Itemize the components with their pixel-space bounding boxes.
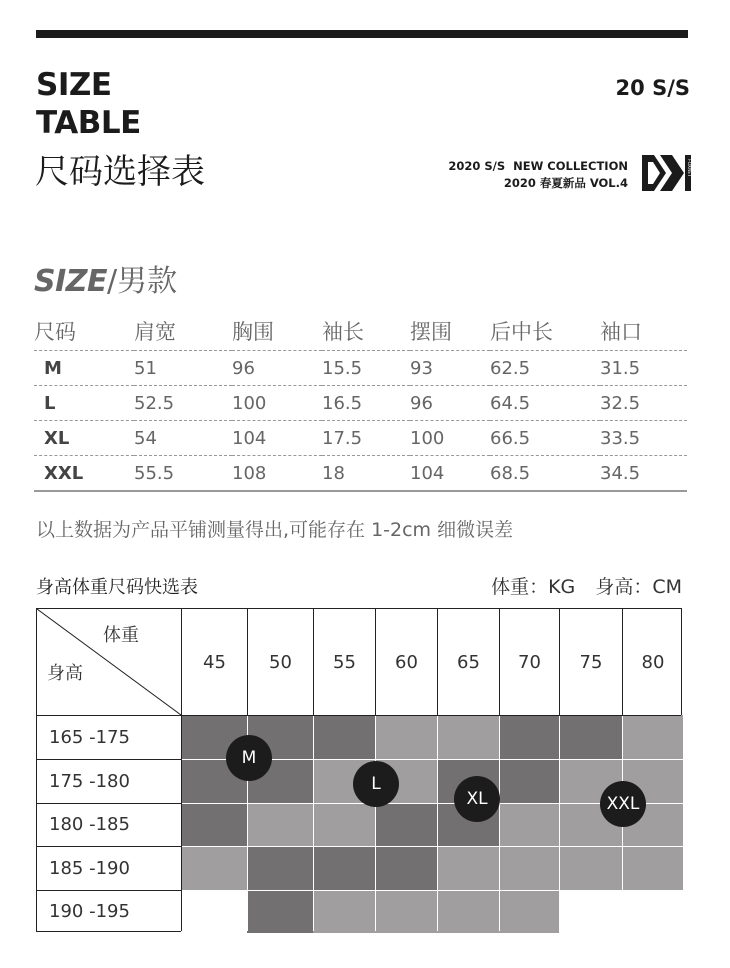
grid-cell bbox=[313, 890, 375, 933]
grid-cell bbox=[437, 715, 499, 759]
table-cell: 68.5 bbox=[490, 456, 600, 492]
column-header: 摆围 bbox=[410, 312, 490, 351]
table-row bbox=[34, 351, 687, 386]
grid-cell bbox=[437, 846, 499, 890]
weight-header-65: 65 bbox=[437, 609, 499, 715]
weight-header-55: 55 bbox=[313, 609, 375, 715]
table-cell: 96 bbox=[410, 386, 490, 421]
height-label: 180 -185 bbox=[49, 814, 130, 835]
column-header: 袖口 bbox=[600, 312, 687, 351]
label-column-border bbox=[181, 609, 182, 931]
grid-cell bbox=[499, 890, 559, 933]
table-cell: 66.5 bbox=[490, 421, 600, 456]
table-cell: 34.5 bbox=[600, 456, 687, 492]
table-cell: 33.5 bbox=[600, 421, 687, 456]
page-title bbox=[36, 66, 141, 142]
size-section-heading bbox=[34, 256, 177, 300]
column-separator bbox=[437, 715, 438, 931]
table-cell: 108 bbox=[232, 456, 322, 492]
column-separator bbox=[499, 715, 500, 931]
column-header: 肩宽 bbox=[134, 312, 232, 351]
grid-cell bbox=[622, 846, 683, 890]
table-cell: 16.5 bbox=[322, 386, 410, 421]
quick-select-title: 身高体重尺码快选表 bbox=[36, 577, 198, 598]
grid-cell bbox=[437, 890, 499, 933]
collection-line1: 2020 S/S NEW COLLECTION bbox=[448, 159, 628, 173]
grid-cell bbox=[375, 846, 437, 890]
height-label: 165 -175 bbox=[49, 726, 130, 748]
weight-header-45: 45 bbox=[181, 609, 247, 715]
logo-vertical-text: FOXNET bbox=[686, 159, 691, 177]
grid-cell bbox=[247, 846, 313, 890]
column-header: 胸围 bbox=[232, 312, 322, 351]
table-cell: 96 bbox=[232, 351, 322, 386]
unit-legend bbox=[491, 572, 682, 599]
grid-cell bbox=[499, 846, 559, 890]
size-cell: XXL bbox=[34, 456, 134, 492]
measurement-note: 以上数据为产品平铺测量得出,可能存在 1-2cm 细微误差 bbox=[36, 519, 514, 541]
table-cell: 18 bbox=[322, 456, 410, 492]
grid-cell bbox=[181, 890, 247, 933]
grid-cell bbox=[559, 715, 622, 759]
column-separator bbox=[313, 715, 314, 931]
table-cell: 104 bbox=[410, 456, 490, 492]
weight-header-75: 75 bbox=[559, 609, 622, 715]
table-cell: 31.5 bbox=[600, 351, 687, 386]
collection-line2: 2020 春夏新品 VOL.4 bbox=[503, 176, 628, 190]
size-cell: M bbox=[34, 351, 134, 386]
grid-cell bbox=[375, 803, 437, 846]
size-table-header bbox=[34, 312, 687, 351]
column-separator bbox=[375, 715, 376, 931]
column-header: 袖长 bbox=[322, 312, 410, 351]
grid-cell bbox=[313, 846, 375, 890]
grid-cell bbox=[559, 846, 622, 890]
unit-height: 身高：CM bbox=[595, 576, 682, 598]
table-cell: 51 bbox=[134, 351, 232, 386]
title-line1: SIZE bbox=[36, 67, 112, 103]
size-table bbox=[34, 312, 687, 492]
table-cell: 32.5 bbox=[600, 386, 687, 421]
table-cell: 15.5 bbox=[322, 351, 410, 386]
grid-cell bbox=[375, 890, 437, 933]
table-cell: 54 bbox=[134, 421, 232, 456]
table-row bbox=[34, 456, 687, 492]
weight-header-80: 80 bbox=[622, 609, 683, 715]
title-line2: TABLE bbox=[36, 105, 141, 141]
size-heading-en: SIZE bbox=[34, 264, 108, 299]
column-header: 后中长 bbox=[490, 312, 600, 351]
top-rule bbox=[36, 30, 688, 38]
row-divider bbox=[181, 890, 683, 891]
brand-logo bbox=[640, 153, 692, 193]
grid-cell bbox=[499, 759, 559, 803]
table-cell: 62.5 bbox=[490, 351, 600, 386]
grid-cell bbox=[247, 803, 313, 846]
table-cell: 100 bbox=[232, 386, 322, 421]
grid-cell bbox=[247, 890, 313, 933]
weight-header-50: 50 bbox=[247, 609, 313, 715]
table-cell: 104 bbox=[232, 421, 322, 456]
size-cell: L bbox=[34, 386, 134, 421]
table-row bbox=[34, 386, 687, 421]
table-cell: 55.5 bbox=[134, 456, 232, 492]
corner-height-label: 身高 bbox=[47, 663, 83, 684]
season-label: 20 S/S bbox=[615, 76, 690, 100]
grid-cell bbox=[181, 846, 247, 890]
grid-cell bbox=[622, 715, 683, 759]
grid-cell bbox=[181, 803, 247, 846]
table-cell: 93 bbox=[410, 351, 490, 386]
collection-info bbox=[448, 158, 628, 192]
table-cell: 17.5 bbox=[322, 421, 410, 456]
column-header: 尺码 bbox=[34, 312, 134, 351]
size-marker-xl: XL bbox=[454, 776, 500, 822]
size-heading-cn: /男款 bbox=[107, 264, 178, 299]
grid-cell bbox=[313, 715, 375, 759]
table-cell: 52.5 bbox=[134, 386, 232, 421]
weight-header-60: 60 bbox=[375, 609, 437, 715]
grid-cell bbox=[375, 715, 437, 759]
size-marker-m: M bbox=[226, 735, 272, 781]
table-cell: 64.5 bbox=[490, 386, 600, 421]
grid-cell bbox=[622, 890, 683, 933]
grid-cell bbox=[499, 803, 559, 846]
height-weight-grid bbox=[36, 608, 682, 932]
table-cell: 100 bbox=[410, 421, 490, 456]
corner-weight-label: 体重 bbox=[103, 625, 139, 646]
size-marker-l: L bbox=[353, 761, 399, 807]
table-row bbox=[34, 421, 687, 456]
grid-cell bbox=[559, 890, 622, 933]
row-divider bbox=[181, 846, 683, 847]
grid-cell bbox=[499, 715, 559, 759]
height-label: 190 -195 bbox=[49, 901, 130, 922]
grid-cell bbox=[313, 803, 375, 846]
page-title-cn: 尺码选择表 bbox=[35, 152, 205, 192]
column-separator bbox=[559, 715, 560, 931]
height-label: 185 -190 bbox=[49, 857, 130, 879]
size-marker-xxl: XXL bbox=[600, 781, 646, 827]
unit-weight: 体重：KG bbox=[491, 576, 576, 598]
weight-header-70: 70 bbox=[499, 609, 559, 715]
height-label: 175 -180 bbox=[49, 770, 130, 792]
size-cell: XL bbox=[34, 421, 134, 456]
